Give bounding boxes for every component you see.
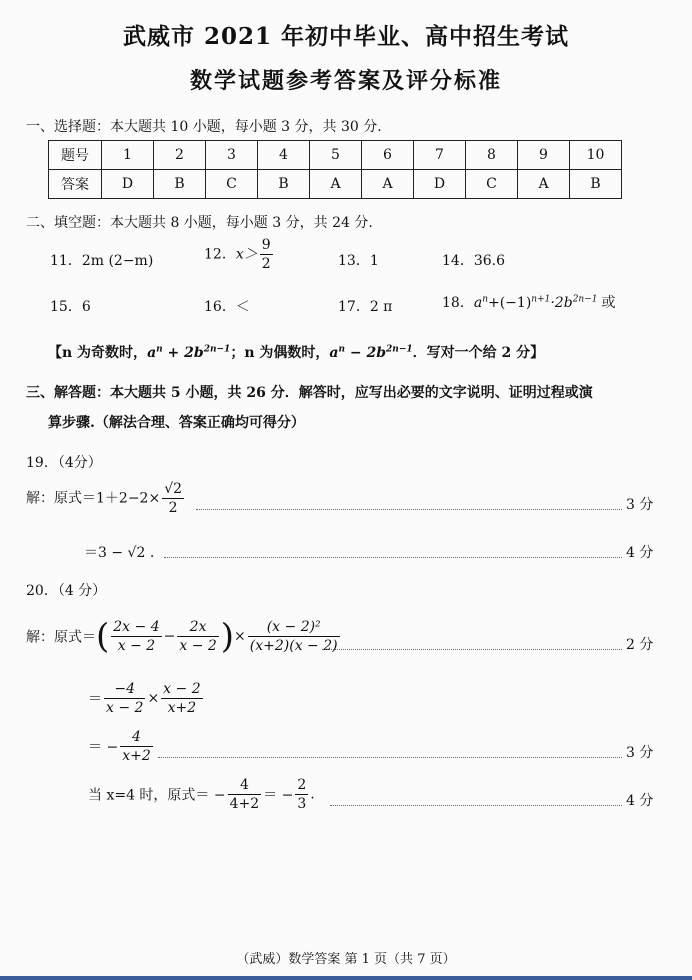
denominator: 3 (297, 796, 307, 812)
denominator: x − 2 (106, 700, 144, 716)
q20-l4-frac1 (228, 776, 262, 813)
note-sep: ； (230, 345, 245, 361)
q19-line1 (26, 480, 186, 517)
fill-note (48, 342, 544, 362)
q20-points-3: 4 分 (626, 793, 654, 809)
answer-q18 (442, 292, 615, 312)
q12-numerator: 9 (261, 237, 271, 253)
numerator: −4 (104, 680, 145, 699)
answer-table (48, 140, 622, 199)
q20-l2-frac1 (104, 680, 145, 717)
table-cell: 8 (466, 141, 518, 170)
q19-line2: ＝3 − √2 . (84, 545, 155, 561)
table-cell: 10 (570, 141, 622, 170)
numerator: 2x (177, 618, 218, 637)
q19-line1-prefix: 解：原式＝1＋2−2× (26, 490, 161, 507)
table-cell: D (102, 170, 154, 199)
table-row (49, 141, 622, 170)
table-cell: B (154, 170, 206, 199)
note-expr2: a (329, 345, 339, 361)
answer-q17: 17．2 π (338, 299, 393, 315)
numerator: 4 (120, 728, 153, 747)
q19-denominator: 2 (168, 500, 178, 516)
q20-l1-prefix: 解：原式＝ (26, 629, 96, 646)
q20-line3 (88, 728, 155, 765)
table-cell: 9 (518, 141, 570, 170)
leader-dots (330, 804, 622, 806)
answer-q12 (204, 236, 275, 273)
note-sup-2n: 2n−1 (203, 344, 231, 355)
note-expr1b: + 2b (162, 345, 204, 361)
note-expr2b: − 2b (345, 345, 387, 361)
leader-dots (164, 556, 622, 558)
denominator: x − 2 (117, 638, 156, 654)
note-end: ．写对一个给 2 分】 (412, 345, 545, 361)
table-cell: 6 (362, 141, 414, 170)
section-solve-heading-cont: 算步骤.（解法合理、答案正确均可得分） (48, 415, 305, 431)
bottom-border (0, 976, 692, 980)
section-solve-heading: 三、解答题：本大题共 5 小题，共 26 分．解答时，应写出必要的文字说明、证明过程或演 (26, 385, 593, 401)
q18-tail: ·2b (550, 295, 573, 311)
q12-denominator: 2 (261, 256, 271, 272)
note-part2: n 为偶数时， (244, 345, 330, 361)
q20-line4 (88, 776, 315, 813)
section-choice-heading: 一、选择题：本大题共 10 小题，每小题 3 分，共 30 分. (26, 119, 382, 135)
q19-points-1: 3 分 (626, 497, 654, 513)
table-cell: B (570, 170, 622, 199)
table-cell: A (310, 170, 362, 199)
q20-l1-frac2 (177, 618, 218, 655)
answer-q11: 11．2m (2−m) (50, 253, 154, 269)
q20-l4-prefix: 当 x=4 时，原式＝ − (88, 787, 226, 804)
table-header-cell: 题号 (49, 141, 102, 170)
q19-points-2: 4 分 (626, 545, 654, 561)
q12-inequality: x＞ (235, 246, 258, 263)
open-paren: ( (96, 616, 110, 657)
q12-fraction (260, 236, 273, 273)
note-sup-n2: n (338, 344, 345, 355)
table-cell: A (362, 170, 414, 199)
q18-exp2: n+1 (531, 294, 551, 305)
note-sup-n: n (156, 344, 163, 355)
numerator: 4 (228, 776, 262, 795)
q18-mid: +(−1) (487, 295, 532, 311)
note-part1: n 为奇数时， (62, 345, 148, 361)
q12-label: 12． (204, 246, 236, 263)
denominator: x+2 (167, 700, 197, 716)
q20-line1 (26, 618, 342, 655)
table-cell: C (466, 170, 518, 199)
q19-fraction (162, 480, 184, 517)
table-cell: B (258, 170, 310, 199)
table-row (49, 170, 622, 199)
q20-l2-frac2 (161, 680, 202, 717)
q19-numerator: √2 (164, 481, 183, 497)
note-expr1: a (147, 345, 157, 361)
table-cell: 1 (102, 141, 154, 170)
q20-l4-frac2 (295, 776, 308, 813)
table-header-cell: 答案 (49, 170, 102, 199)
denominator: x − 2 (179, 638, 217, 654)
q20-points-2: 3 分 (626, 745, 654, 761)
q18-or: 或 (601, 295, 616, 311)
leader-dots (158, 756, 622, 758)
numerator: 2x − 4 (113, 619, 160, 635)
equals-sign: ＝ (88, 691, 102, 708)
period: . (310, 786, 315, 803)
leader-dots (196, 508, 622, 510)
q18-exp1: n (482, 294, 488, 305)
denominator: 4+2 (229, 796, 260, 812)
times-sign: × (147, 690, 160, 707)
page-title: 武威市 2021 年初中毕业、高中招生考试 (122, 23, 570, 50)
times-sign: × (234, 628, 246, 645)
q20-l3-frac (120, 728, 153, 765)
table-cell: C (206, 170, 258, 199)
table-cell: D (414, 170, 466, 199)
table-cell: A (518, 170, 570, 199)
q19-header: 19．（4分） (26, 455, 102, 471)
note-open: 【 (48, 345, 62, 361)
note-sup-2n2: 2n−1 (386, 344, 413, 355)
leader-dots (322, 648, 622, 650)
equals-minus: ＝ − (88, 739, 119, 756)
denominator: (x+2)(x − 2) (249, 638, 338, 654)
denominator: x+2 (122, 748, 151, 764)
minus-sign: − (163, 628, 176, 645)
page-subtitle: 数学试题参考答案及评分标准 (189, 68, 502, 94)
numerator: 2 (297, 777, 307, 793)
q18-base: a (473, 295, 483, 311)
table-cell: 7 (414, 141, 466, 170)
q20-l1-frac1 (111, 618, 161, 655)
answer-q13: 13．1 (338, 253, 379, 269)
table-cell: 5 (310, 141, 362, 170)
answer-q16: 16．＜ (204, 299, 250, 315)
q20-line2 (88, 680, 205, 717)
q18-exp3: 2n−1 (572, 294, 598, 305)
section-fill-heading: 二、填空题：本大题共 8 小题，每小题 3 分，共 24 分. (26, 215, 373, 231)
table-cell: 4 (258, 141, 310, 170)
q20-header: 20．（4 分） (26, 583, 107, 599)
table-cell: 2 (154, 141, 206, 170)
close-paren: ) (220, 616, 235, 657)
answer-q15: 15．6 (50, 299, 91, 315)
q20-points-1: 2 分 (626, 637, 654, 653)
q18-label: 18． (442, 295, 474, 311)
answer-q14: 14．36.6 (442, 253, 505, 269)
numerator: x − 2 (163, 681, 201, 697)
page-footer: （武威）数学答案 第 1 页（共 7 页） (236, 952, 456, 967)
numerator: (x − 2)² (248, 618, 340, 637)
table-cell: 3 (206, 141, 258, 170)
equals-minus: ＝ − (263, 787, 294, 804)
